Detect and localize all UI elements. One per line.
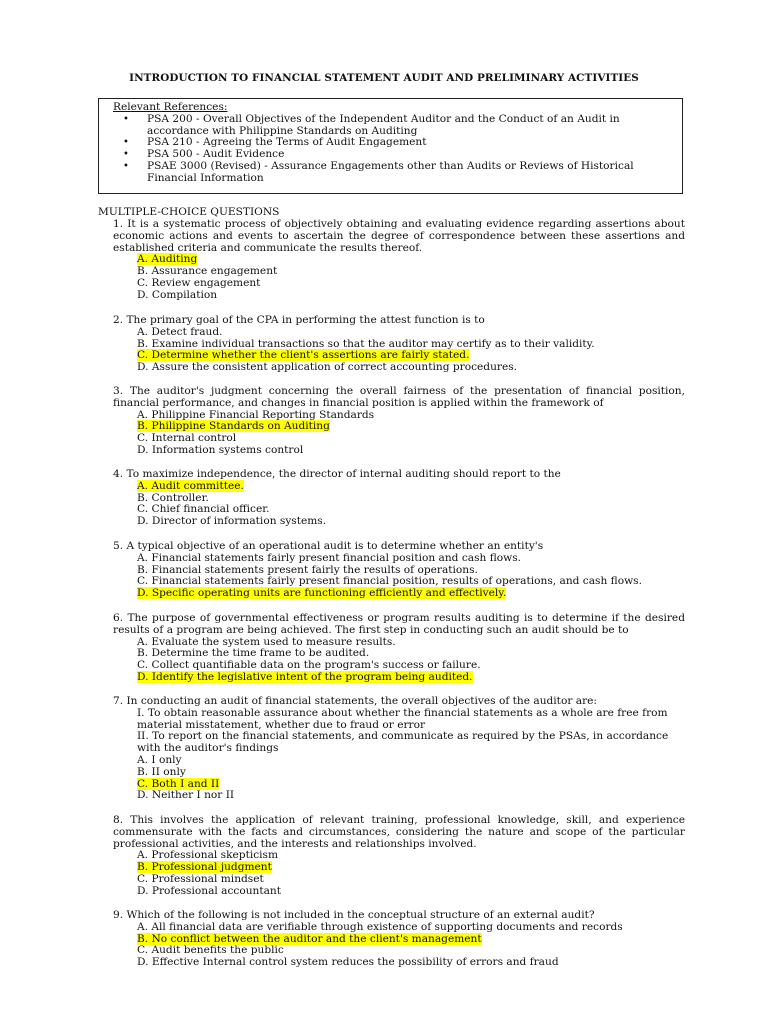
choice-label: B. No conflict between the auditor and the client's management [137, 932, 482, 945]
choice-label: A. Philippine Financial Reporting Standards [137, 408, 375, 421]
choice-label: D. Identify the legislative intent of the program being audited. [137, 670, 473, 683]
reference-item: • PSAE 3000 (Revised) - Assurance Engagements other than Audits or Reviews of Historical Financial Information [111, 161, 670, 185]
choice-label: A. Financial statements fairly present financial position and cash flows. [137, 551, 522, 564]
choice-d [113, 886, 685, 898]
question-9 [113, 910, 685, 969]
choice-label: D. Effective Internal control system reduces the possibility of errors and fraud [137, 956, 559, 969]
subitem: II. To report on the financial statements, and communicate as required by the PSAs, in accordance with the auditor's findings [137, 730, 669, 755]
choice-d [113, 445, 685, 457]
choice-label: B. Assurance engagement [137, 265, 278, 278]
choice-label: D. Compilation [137, 288, 218, 301]
choice-d [113, 957, 685, 969]
choice-label: A. Audit committee. [137, 479, 244, 492]
question-8 [113, 815, 685, 898]
choice-d [113, 588, 685, 600]
choice-label: A. All financial data are verifiable through existence of supporting documents and records [137, 920, 623, 933]
mcq-heading: MULTIPLE-CHOICE QUESTIONS [98, 206, 280, 218]
choice-a [113, 755, 685, 767]
question-text: 9. Which of the following is not included in the conceptual structure of an external audit? [113, 909, 595, 921]
choice-d [113, 672, 685, 684]
choice-a [113, 922, 685, 934]
question-5 [113, 541, 685, 600]
choice-label: D. Director of information systems. [137, 515, 327, 528]
choice-label: B. Examine individual transactions so that the auditor may certify as to their validity. [137, 337, 595, 350]
question-text: 3. The auditor's judgment concerning the overall fairness of the presentation of financial position, financial performance, and changes in financial position is applied within the framework of [113, 385, 685, 409]
choice-label: D. Neither I nor II [137, 789, 235, 802]
choice-label: C. Collect quantifiable data on the program's success or failure. [137, 659, 481, 672]
question-7 [113, 696, 685, 802]
choice-b [113, 767, 685, 779]
question-text: 6. The purpose of governmental effectiveness or program results auditing is to determine if the desired results of a program are being achieved. The first step in conducting such an audit should be to [113, 612, 685, 636]
document-title: INTRODUCTION TO FINANCIAL STATEMENT AUDIT AND PRELIMINARY ACTIVITIES [129, 72, 639, 84]
subitem: I. To obtain reasonable assurance about whether the financial statements as a whole are free from material misstatement, whether due to fraud or error [137, 706, 668, 731]
question-text: 1. It is a systematic process of objectively obtaining and evaluating evidence regarding assertions about economic actions and events to ascertain the degree of correspondence between these assertions and established criteria and communicate the results thereof. [113, 218, 685, 254]
question-text: 4. To maximize independence, the director of internal auditing should report to the [113, 468, 561, 480]
references-heading: Relevant References: [113, 101, 228, 113]
choice-label: B. Professional judgment [137, 861, 272, 874]
choice-d [113, 790, 685, 802]
question-text: 7. In conducting an audit of financial statements, the overall objectives of the auditor are: [113, 695, 597, 707]
choice-label: C. Determine whether the client's assertions are fairly stated. [137, 349, 470, 362]
choice-label: C. Internal control [137, 432, 237, 445]
choice-label: C. Chief financial officer. [137, 503, 270, 516]
choice-label: C. Audit benefits the public [137, 944, 284, 957]
question-2 [113, 315, 685, 374]
references-box [98, 98, 683, 194]
question-text: 5. A typical objective of an operational audit is to determine whether an entity's [113, 540, 544, 552]
choice-d [113, 516, 685, 528]
question-4 [113, 469, 685, 528]
question-text: 8. This involves the application of relevant training, professional knowledge, skill, and experience commensurate with the facts and circumstances, considering the nature and scope of the particular professional activities, and the interests and relationships involved. [113, 814, 685, 850]
question-6 [113, 613, 685, 684]
choice-label: B. Philippine Standards on Auditing [137, 420, 330, 433]
choice-label: C. Financial statements fairly present financial position, results of operations, and cash flows. [137, 575, 642, 588]
reference-item: • PSA 210 - Agreeing the Terms of Audit Engagement [111, 137, 670, 149]
choice-label: D. Information systems control [137, 443, 304, 456]
question-3 [113, 386, 685, 457]
reference-item: • PSA 500 - Audit Evidence [111, 149, 670, 161]
choice-label: C. Review engagement [137, 276, 261, 289]
choice-label: A. I only [137, 753, 182, 766]
choice-label: B. Financial statements present fairly the results of operations. [137, 563, 478, 576]
choice-d [113, 290, 685, 302]
reference-item: • PSA 200 - Overall Objectives of the Independent Auditor and the Conduct of an Audit in accordance with Philippine Standards on Auditing [111, 114, 670, 138]
choice-label: C. Both I and II [137, 777, 220, 790]
question-text: 2. The primary goal of the CPA in performing the attest function is to [113, 314, 485, 326]
choice-label: D. Professional accountant [137, 884, 282, 897]
question-1 [113, 219, 685, 302]
choice-label: B. Determine the time frame to be audited. [137, 647, 370, 660]
choice-label: A. Detect fraud. [137, 325, 223, 338]
choice-label: A. Professional skepticism [137, 849, 279, 862]
choice-label: C. Professional mindset [137, 872, 264, 885]
choice-label: D. Specific operating units are functioning efficiently and effectively. [137, 587, 507, 600]
choice-d [113, 362, 685, 374]
choice-label: B. Controller. [137, 491, 209, 504]
choice-label: D. Assure the consistent application of correct accounting procedures. [137, 361, 518, 374]
choice-label: A. Evaluate the system used to measure results. [137, 635, 396, 648]
references-list [111, 114, 670, 185]
choice-label: A. Auditing [137, 253, 198, 266]
choice-label: B. II only [137, 765, 186, 778]
